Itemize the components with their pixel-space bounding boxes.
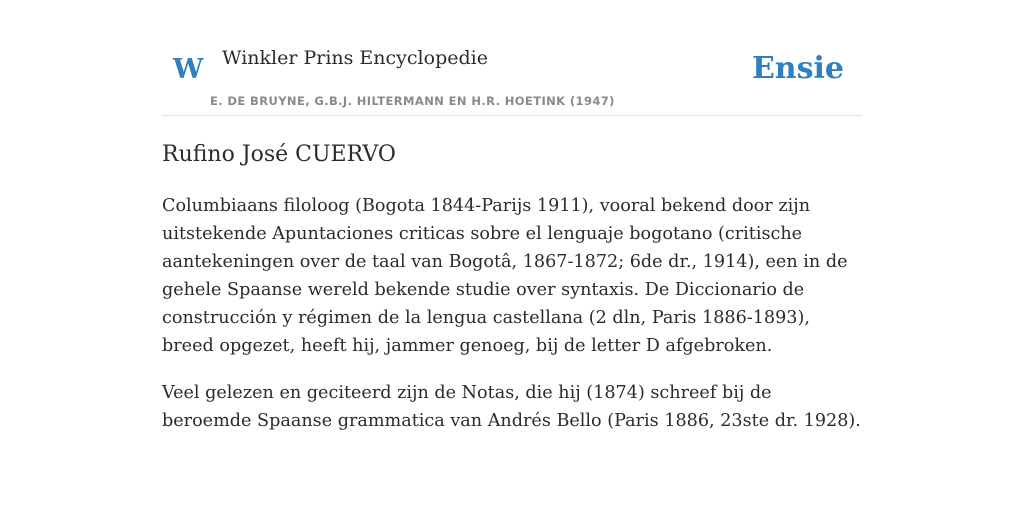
source-title-link[interactable]: Winkler Prins Encyclopedie <box>222 47 488 69</box>
page-container <box>162 0 862 431</box>
source-header <box>162 0 862 116</box>
source-logo[interactable]: W <box>173 54 204 85</box>
source-authors: E. DE BRUYNE, G.B.J. HILTERMANN EN H.R. HOETINK (1947) <box>210 94 615 108</box>
entry-paragraph: Columbiaans filoloog (Bogota 1844-Parijs 1911), vooral bekend door zijn uitstekende Apuntaciones criticas sobre el lenguaje bogotano (critische aantekeningen over de taal van Bogotâ, 1867-1872; 6de dr., 1914), een in de gehele Spaanse wereld bekende studie over syntaxis. De Diccionario de construcción y régimen de la lengua castellana (2 dln, Paris 1886-1893), breed opgezet, heeft hij, jammer genoeg, bij de letter D afgebroken. <box>162 196 848 356</box>
entry-paragraph: Veel gelezen en geciteerd zijn de Notas, die hij (1874) schreef bij de beroemde Spaanse grammatica van Andrés Bello (Paris 1886, 23ste dr. 1928). <box>162 383 861 431</box>
entry-title: Rufino José CUERVO <box>162 142 396 167</box>
entry-body <box>162 192 864 454</box>
brand-logo-link[interactable]: Ensie <box>751 51 844 86</box>
